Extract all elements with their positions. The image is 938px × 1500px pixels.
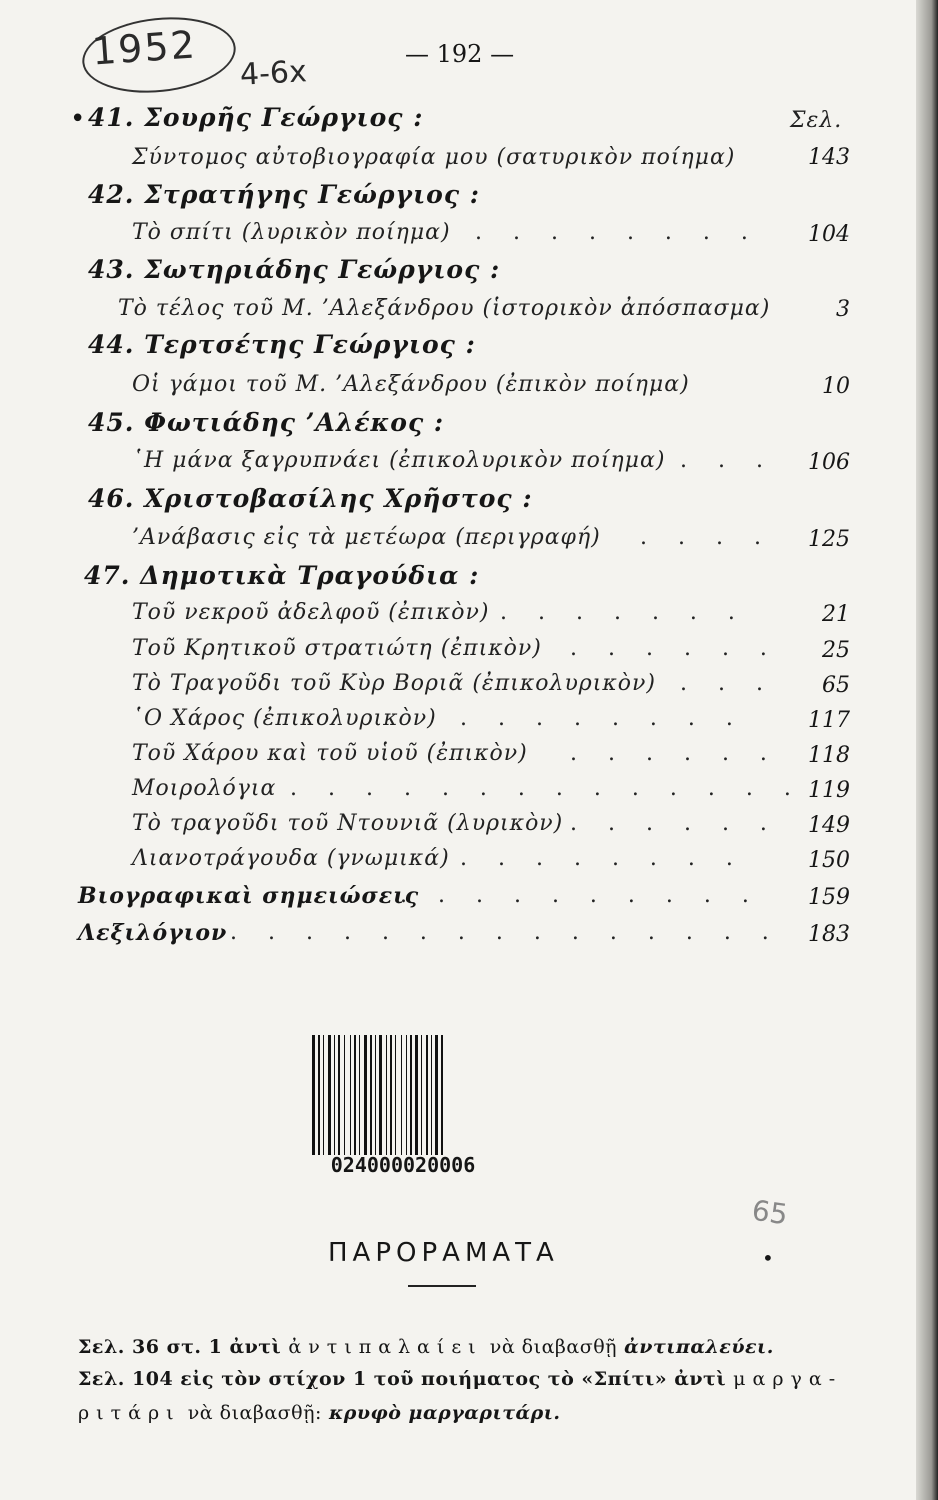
toc-page-bio: 159: [808, 885, 850, 910]
errata-title: ΠΑΡΟΡΑΜΑΤΑ: [328, 1238, 559, 1268]
leader-dots: . . . . . .: [570, 636, 779, 661]
song-title: Λιανοτράγουδα (γνωμικά): [132, 846, 450, 871]
toc-biographical-notes: Βιογραφικαὶ σημειώσεις: [78, 883, 420, 909]
barcode-image: [310, 1035, 496, 1157]
song-page: 149: [808, 813, 850, 838]
toc-work-44: Οἱ γάμοι τοῦ Μ. ’Αλεξάνδρου (ἐπικὸν ποίημα): [132, 372, 690, 397]
song-title: Τοῦ νεκροῦ ἀδελφοῦ (ἐπικὸν): [132, 600, 490, 625]
toc-author-46: 46. Χριστοβασίλης Χρῆστος :: [88, 484, 533, 513]
errata-line-3: ριτάρι νὰ διαβασθῇ: κρυφὸ μαργαριτάρι.: [78, 1402, 561, 1424]
leader-dots: . . . . . . . .: [475, 220, 760, 245]
bullet-mark: •: [70, 104, 86, 134]
toc-author-43: 43. Σωτηριάδης Γεώργιος :: [88, 255, 501, 284]
toc-author-44: 44. Τερτσέτης Γεώργιος :: [88, 330, 476, 359]
handwritten-year: 1952: [90, 22, 199, 74]
song-page: 150: [808, 848, 850, 873]
errata-line-2: Σελ. 104 εἰς τὸν στίχον 1 τοῦ ποιήματος τὸ «Σπίτι» ἀντὶ μαργα-: [78, 1368, 843, 1390]
toc-author-47: 47. Δημοτικὰ Τραγούδια :: [84, 561, 480, 590]
toc-author-41: 41. Σουρῆς Γεώργιος :: [88, 103, 424, 132]
page-number: — 192 —: [405, 40, 515, 68]
divider-rule: [408, 1285, 476, 1287]
toc-page-46: 125: [808, 527, 850, 552]
leader-dots: . . . . . . . . . . . . . . .: [230, 920, 781, 945]
toc-author-42: 42. Στρατήγης Γεώργιος :: [88, 180, 480, 209]
toc-glossary: Λεξιλόγιον: [78, 920, 228, 946]
handwritten-code: 4-6x: [239, 54, 308, 93]
errata-dot: •: [762, 1246, 774, 1270]
leader-dots: . . . . . .: [570, 811, 779, 836]
toc-page-45: 106: [808, 450, 850, 475]
page-column-header: Σελ.: [790, 108, 843, 133]
song-page: 25: [822, 638, 850, 663]
leader-dots: . . . . . . .: [500, 600, 747, 625]
song-title: Τοῦ Κρητικοῦ στρατιώτη (ἐπικὸν): [132, 636, 542, 661]
page-edge-shadow: [916, 0, 938, 1500]
toc-page-glossary: 183: [808, 922, 850, 947]
song-title: Μοιρολόγια: [132, 776, 277, 801]
toc-page-43: 3: [836, 297, 850, 322]
leader-dots: . . .: [680, 448, 775, 473]
leader-dots: . . . . . . . . . . . . . .: [290, 776, 803, 801]
toc-author-45: 45. Φωτιάδης ’Αλέκος :: [88, 408, 445, 437]
song-page: 117: [808, 708, 850, 733]
toc-work-41: Σύντομος αὐτοβιογραφία μου (σατυρικὸν ποίημα): [132, 145, 736, 170]
song-title: Τοῦ Χάρου καὶ τοῦ υἱοῦ (ἐπικὸν): [132, 741, 528, 766]
toc-page-44: 10: [822, 374, 850, 399]
leader-dots: . . .: [680, 671, 775, 696]
song-page: 65: [822, 673, 850, 698]
errata-line-1: Σελ. 36 στ. 1 ἀντὶ ἀντιπαλαίει νὰ διαβασθῇ ἀντιπαλεύει.: [78, 1336, 774, 1358]
handwritten-mark: 65: [749, 1193, 790, 1232]
toc-page-42: 104: [808, 222, 850, 247]
song-title: ῾Ο Χάρος (ἐπικολυρικὸν): [132, 706, 437, 731]
leader-dots: . . . . . . . .: [460, 706, 745, 731]
barcode-number: 024000020006: [330, 1153, 476, 1177]
song-page: 21: [822, 602, 850, 627]
song-title: Τὸ Τραγοῦδι τοῦ Κὺρ Βοριᾶ (ἐπικολυρικὸν): [132, 671, 656, 696]
song-page: 119: [808, 778, 850, 803]
toc-work-42: Τὸ σπίτι (λυρικὸν ποίημα): [132, 220, 451, 245]
toc-work-46: ’Ανάβασις εἰς τὰ μετέωρα (περιγραφή): [132, 525, 601, 550]
toc-page-41: 143: [808, 145, 850, 170]
song-page: 118: [808, 743, 850, 768]
leader-dots: . . . . . . . .: [460, 846, 745, 871]
leader-dots: . . . .: [640, 525, 773, 550]
toc-work-43: Τὸ τέλος τοῦ Μ. ’Αλεξάνδρου (ἱστορικὸν ἀπόσπασμα): [118, 296, 771, 321]
leader-dots: . . . . . .: [570, 741, 779, 766]
leader-dots: . . . . . . . . . .: [400, 883, 761, 908]
toc-work-45: ῾Η μάνα ξαγρυπνάει (ἐπικολυρικὸν ποίημα): [132, 448, 666, 473]
song-title: Τὸ τραγοῦδι τοῦ Ντουνιᾶ (λυρικὸν): [132, 811, 564, 836]
